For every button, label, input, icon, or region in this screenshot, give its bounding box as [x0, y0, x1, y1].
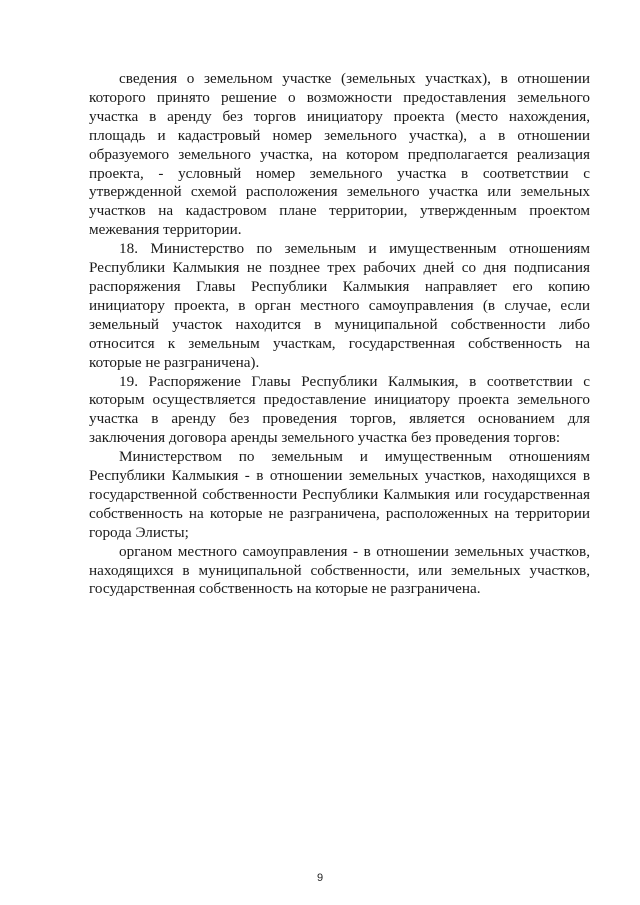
paragraph-local-government: органом местного самоуправления - в отношении земельных участков, находящихся в муниципальной собственности, или земельных участков, государственная собственность на которые не разграничена. — [89, 542, 590, 598]
document-body — [89, 70, 590, 599]
page-number: 9 — [316, 872, 324, 884]
paragraph-ministry: Министерством по земельным и имущественным отношениям Республики Калмыкия - в отношении земельных участков, находящихся в государственной собственности Республики Калмыкия или государственная собственность на которые не разграничена, расположенных на территории города Элисты; — [89, 448, 590, 541]
paragraph-item-18: 18. Министерство по земельным и имущественным отношениям Республики Калмыкия не позднее трех рабочих дней со дня подписания распоряжения Главы Республики Калмыкия направляет его копию инициатору проекта, в орган местного самоуправления (в случае, если земельный участок находится в муниципальной собственности либо относится к земельным участкам, государственная собственность на которые не разграничена). — [89, 240, 590, 371]
paragraph-item-19: 19. Распоряжение Главы Республики Калмыкия, в соответствии с которым осуществляется предоставление инициатору проекта земельного участка в аренду без проведения торгов, является основанием для заключения договора аренды земельного участка без проведения торгов: — [89, 372, 590, 447]
paragraph-land-plot-info: сведения о земельном участке (земельных участках), в отношении которого принято решение о возможности предоставления земельного участка в аренду без торгов инициатору проекта (место нахождения, площадь и кадастровый номер земельного участка), а в отношении образуемого земельного участка, на котором предполагается реализация проекта, - условный номер земельного участка в соответствии с утвержденной схемой расположения земельного участка или земельных участков на кадастровом плане территории, утвержденным проектом межевания территории. — [89, 70, 590, 239]
